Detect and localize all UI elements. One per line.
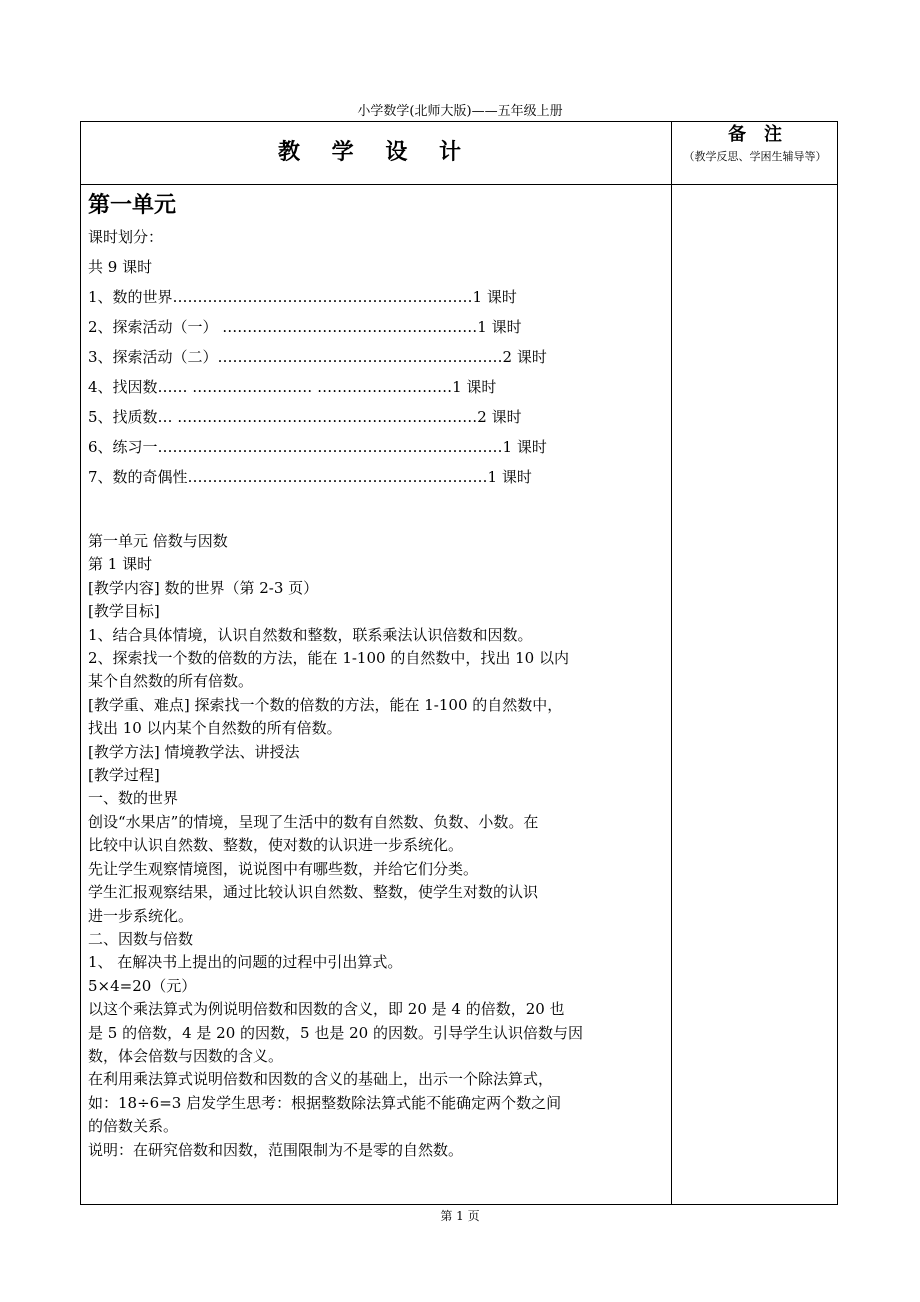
toc-item: 5、找质数… ……………………………………………………2 课时 (88, 408, 522, 426)
lesson-line: 是 5 的倍数，4 是 20 的因数，5 也是 20 的因数。引导学生认识倍数与因 (88, 1023, 583, 1042)
lesson-line: 5×4=20（元） (88, 976, 197, 995)
lesson-line: 第 1 课时 (88, 555, 153, 574)
lesson-line: 某个自然数的所有倍数。 (88, 672, 254, 691)
lesson-line: [教学内容] 数的世界（第 2-3 页） (88, 578, 319, 597)
lesson-line: 在利用乘法算式说明倍数和因数的含义的基础上，出示一个除法算式， (88, 1070, 554, 1089)
lesson-line: 比较中认识自然数、整数，使对数的认识进一步系统化。 (88, 836, 464, 855)
lesson-line: 先让学生观察情境图，说说图中有哪些数，并给它们分类。 (88, 859, 479, 878)
page-header: 小学数学(北师大版)——五年级上册 (357, 104, 563, 119)
toc-item: 3、探索活动（二）…………………………………………………2 课时 (88, 348, 547, 366)
remark-column-title: 备 注 (728, 124, 782, 145)
lesson-line: [教学过程] (88, 766, 160, 785)
lesson-line: 的倍数关系。 (88, 1117, 179, 1136)
spacer (88, 492, 666, 528)
lesson-line: [教学目标] (88, 602, 160, 621)
unit-title: 第一单元 (88, 193, 177, 218)
toc-item: 7、数的奇偶性……………………………………………………1 课时 (88, 468, 532, 486)
lesson-line: 二、因数与倍数 (88, 929, 194, 948)
lesson-line: 说明：在研究倍数和因数，范围限制为不是零的自然数。 (88, 1140, 464, 1159)
lesson-line: [教学方法] 情境教学法、讲授法 (88, 742, 300, 761)
lesson-line: 1、 在解决书上提出的问题的过程中引出算式。 (88, 953, 403, 972)
remark-column-subtitle: （教学反思、学困生辅导等） (683, 150, 827, 163)
main-column-title: 教 学 设 计 (278, 140, 473, 165)
lesson-line: 以这个乘法算式为例说明倍数和因数的含义，即 20 是 4 的倍数，20 也 (88, 1000, 565, 1019)
lesson-body (88, 530, 666, 1162)
lesson-line: [教学重、难点] 探索找一个数的倍数的方法，能在 1-100 的自然数中， (88, 695, 563, 714)
header-row-divider (80, 184, 838, 185)
lesson-line: 进一步系统化。 (88, 906, 194, 925)
lesson-line: 创设“水果店”的情境，呈现了生活中的数有自然数、负数、小数。在 (88, 812, 539, 831)
lesson-line: 1、结合具体情境，认识自然数和整数，联系乘法认识倍数和因数。 (88, 625, 533, 644)
toc-item: 6、练习一……………………………………………………………1 课时 (88, 438, 547, 456)
column-divider (671, 121, 672, 1205)
lesson-line: 数，体会倍数与因数的含义。 (88, 1046, 284, 1065)
toc-list (88, 282, 666, 492)
toc-item: 2、探索活动（一） ……………………………………………1 课时 (88, 318, 522, 336)
lesson-division-label: 课时划分： (88, 228, 164, 246)
lesson-line: 找出 10 以内某个自然数的所有倍数。 (88, 719, 342, 738)
lesson-line: 学生汇报观察结果，通过比较认识自然数、整数，使学生对数的认识 (88, 883, 539, 902)
total-lessons: 共 9 课时 (88, 258, 153, 276)
page-footer: 第 1 页 (440, 1209, 480, 1223)
lesson-line: 如：18÷6=3 启发学生思考：根据整数除法算式能不能确定两个数之间 (88, 1093, 562, 1112)
lesson-line: 2、探索找一个数的倍数的方法，能在 1-100 的自然数中，找出 10 以内 (88, 649, 569, 668)
lesson-line: 一、数的世界 (88, 789, 179, 808)
lesson-line: 第一单元 倍数与因数 (88, 532, 228, 550)
lesson-content (88, 190, 666, 1162)
toc-item: 4、找因数…… …………………… ………………………1 课时 (88, 378, 497, 396)
toc-item: 1、数的世界……………………………………………………1 课时 (88, 288, 517, 306)
